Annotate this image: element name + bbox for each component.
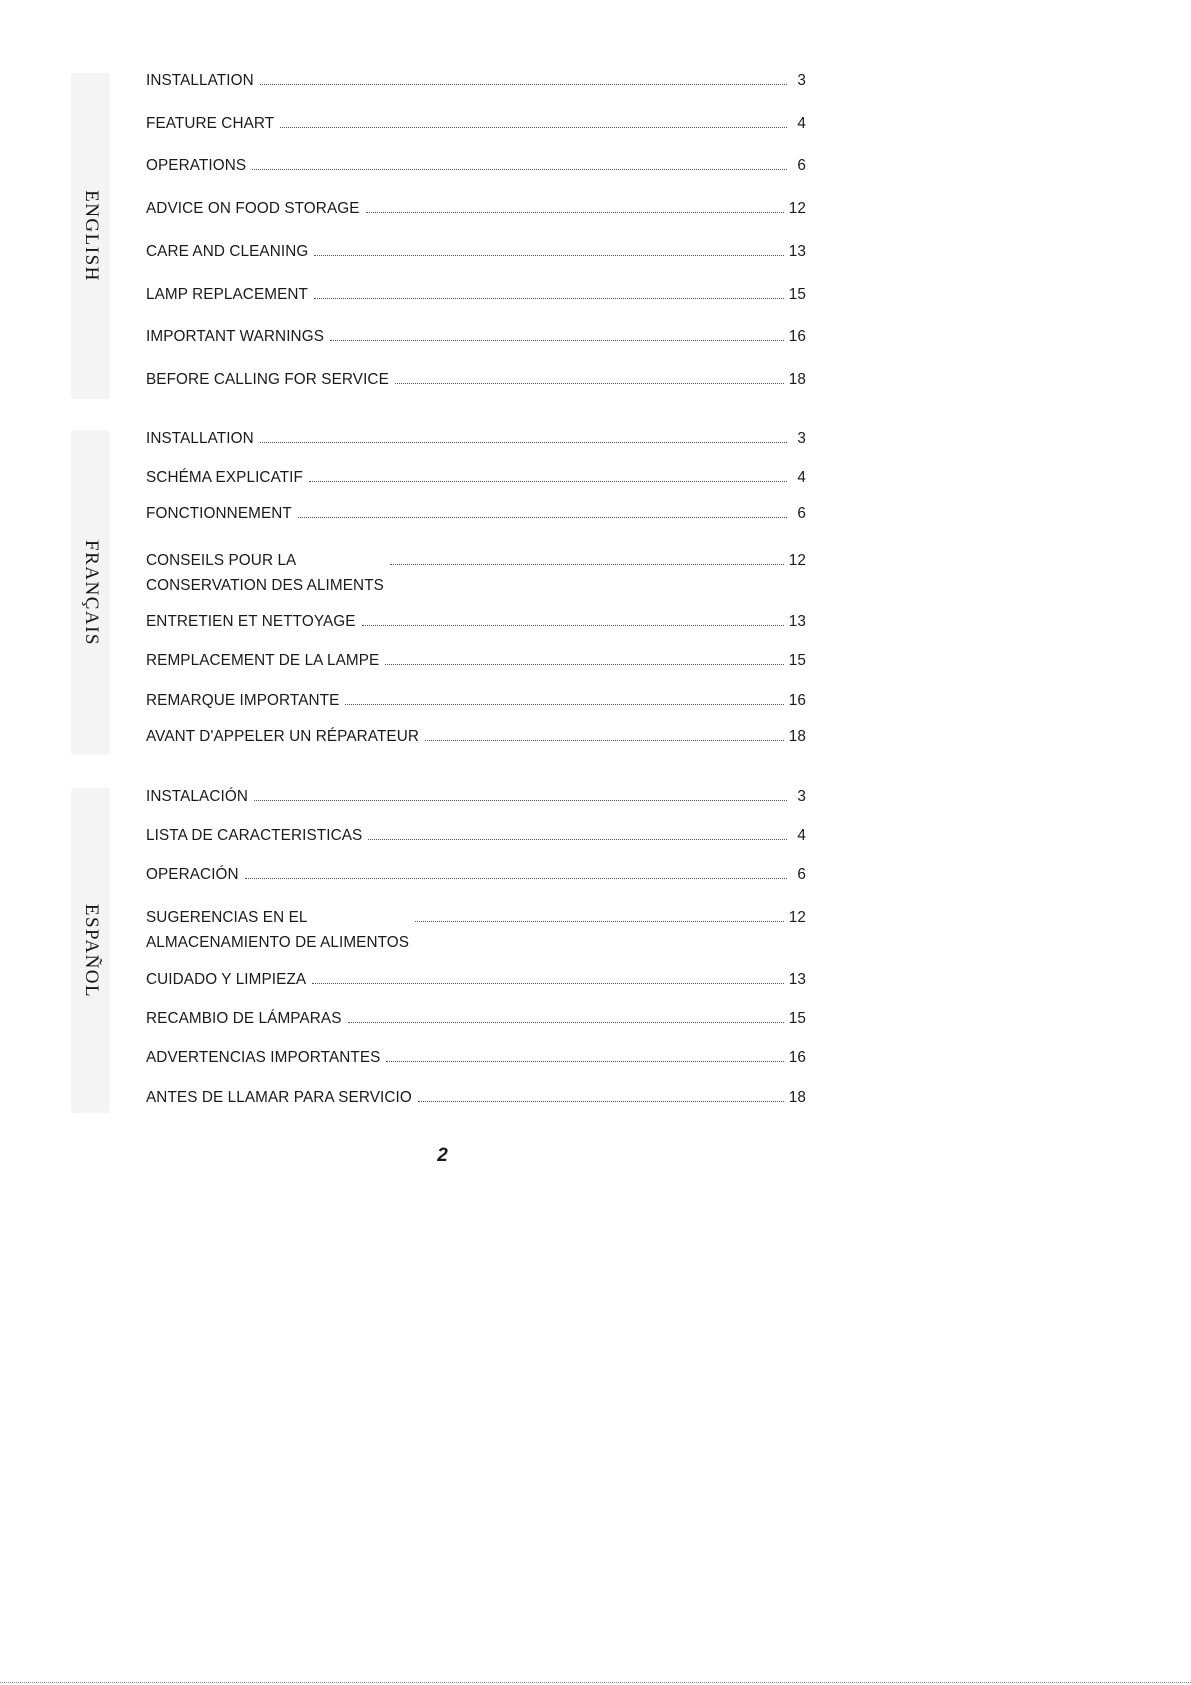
dot-leader [390, 564, 784, 565]
toc-entry-title: INSTALLATION [146, 430, 254, 447]
dot-leader [386, 1061, 783, 1062]
toc-entry-page: 12 [788, 909, 806, 926]
toc-entry-page: 18 [788, 1089, 806, 1106]
dot-leader [395, 383, 784, 384]
dot-leader [418, 1101, 784, 1102]
toc-entry-title: RECAMBIO DE LÁMPARAS [146, 1010, 342, 1027]
toc-entry-care-and-cleaning[interactable] [146, 243, 806, 261]
section-label-francais: FRANÇAIS [80, 539, 102, 646]
toc-entry-page: 18 [788, 728, 806, 745]
toc-entry-title: IMPORTANT WARNINGS [146, 328, 325, 345]
dot-leader [368, 839, 787, 840]
dot-leader [252, 169, 787, 170]
toc-entry-remplacement-lampe[interactable] [146, 652, 806, 670]
toc-entry-sugerencias-almacenamiento[interactable] [146, 905, 806, 955]
toc-entry-title: BEFORE CALLING FOR SERVICE [146, 371, 389, 388]
toc-entry-advice-on-food-storage[interactable] [146, 200, 806, 218]
section-tab-espanol [71, 788, 110, 1113]
toc-entry-title-line1: CONSEILS POUR LA [146, 552, 297, 569]
toc-entry-conseils-conservation[interactable] [146, 548, 806, 598]
toc-entry-title [146, 548, 390, 598]
dot-leader [366, 212, 784, 213]
toc-entry-schema-explicatif[interactable] [146, 469, 806, 487]
section-tab-english [71, 73, 110, 399]
toc-entry-page: 6 [797, 505, 806, 522]
toc-entry-title: FEATURE CHART [146, 115, 275, 132]
dot-leader [348, 1022, 784, 1023]
toc-entry-installation-fr[interactable] [146, 430, 806, 448]
toc-entry-title: REMARQUE IMPORTANTE [146, 692, 340, 709]
section-tab-francais [71, 430, 110, 755]
toc-entry-avant-dappeler[interactable] [146, 728, 806, 746]
dot-leader [362, 625, 784, 626]
toc-entry-title: INSTALACIÓN [146, 788, 248, 805]
toc-entry-title: FONCTIONNEMENT [146, 505, 292, 522]
toc-entry-page: 15 [788, 652, 806, 669]
dot-leader [309, 481, 787, 482]
toc-entry-important-warnings[interactable] [146, 328, 806, 346]
toc-entry-title-line2: ALMACENAMIENTO DE ALIMENTOS [146, 934, 410, 951]
toc-entry-page: 15 [788, 286, 806, 303]
section-label-english: ENGLISH [80, 190, 102, 282]
toc-entry-entretien-nettoyage[interactable] [146, 613, 806, 631]
toc-entry-page: 12 [788, 200, 806, 217]
toc-entry-page: 4 [797, 469, 806, 486]
toc-entry-title: OPERATIONS [146, 157, 247, 174]
toc-entry-title: LISTA DE CARACTERISTICAS [146, 827, 363, 844]
toc-entry-page: 16 [788, 1049, 806, 1066]
toc-entry-remarque-importante[interactable] [146, 692, 806, 710]
toc-entry-page: 6 [797, 866, 806, 883]
toc-entry-title-line2: CONSERVATION DES ALIMENTS [146, 577, 384, 594]
dot-leader [260, 84, 787, 85]
dot-leader [330, 340, 784, 341]
toc-entry-title-line1: SUGERENCIAS EN EL [146, 909, 308, 926]
page-number: 2 [437, 1145, 448, 1166]
toc-entry-operacion[interactable] [146, 866, 806, 884]
dot-leader [245, 878, 787, 879]
toc-entry-title: CUIDADO Y LIMPIEZA [146, 971, 307, 988]
toc-entry-title: REMPLACEMENT DE LA LAMPE [146, 652, 380, 669]
toc-entry-page: 3 [797, 788, 806, 805]
bottom-divider [0, 1682, 1191, 1683]
toc-entry-feature-chart[interactable] [146, 115, 806, 133]
toc-entry-page: 16 [788, 328, 806, 345]
toc-entry-advertencias-importantes[interactable] [146, 1049, 806, 1067]
toc-entry-title: OPERACIÓN [146, 866, 239, 883]
dot-leader [280, 127, 787, 128]
dot-leader [425, 740, 784, 741]
toc-entry-title [146, 905, 415, 955]
dot-leader [415, 921, 784, 922]
toc-entry-fonctionnement[interactable] [146, 505, 806, 523]
toc-entry-title: ADVICE ON FOOD STORAGE [146, 200, 360, 217]
section-label-espanol: ESPAÑOL [80, 903, 102, 998]
toc-entry-title: ENTRETIEN ET NETTOYAGE [146, 613, 356, 630]
toc-entry-title: SCHÉMA EXPLICATIF [146, 469, 303, 486]
toc-entry-cuidado-limpieza[interactable] [146, 971, 806, 989]
toc-entry-page: 16 [788, 692, 806, 709]
toc-entry-antes-de-llamar[interactable] [146, 1089, 806, 1107]
toc-entry-title: INSTALLATION [146, 72, 254, 89]
toc-entry-before-calling-for-service[interactable] [146, 371, 806, 389]
toc-entry-instalacion[interactable] [146, 788, 806, 806]
toc-entry-page: 13 [788, 971, 806, 988]
toc-entry-title: ANTES DE LLAMAR PARA SERVICIO [146, 1089, 412, 1106]
toc-entry-recambio-lamparas[interactable] [146, 1010, 806, 1028]
toc-entry-page: 15 [788, 1010, 806, 1027]
toc-entry-page: 6 [797, 157, 806, 174]
toc-entry-page: 3 [797, 72, 806, 89]
dot-leader [314, 255, 783, 256]
toc-entry-title: CARE AND CLEANING [146, 243, 309, 260]
toc-entry-page: 18 [788, 371, 806, 388]
toc-entry-installation[interactable] [146, 72, 806, 90]
dot-leader [345, 704, 783, 705]
dot-leader [260, 442, 787, 443]
toc-entry-page: 3 [797, 430, 806, 447]
dot-leader [314, 298, 784, 299]
dot-leader [298, 517, 787, 518]
toc-entry-title: AVANT D'APPELER UN RÉPARATEUR [146, 728, 420, 745]
toc-entry-lamp-replacement[interactable] [146, 286, 806, 304]
toc-entry-operations[interactable] [146, 157, 806, 175]
dot-leader [254, 800, 787, 801]
dot-leader [385, 664, 783, 665]
toc-entry-title: ADVERTENCIAS IMPORTANTES [146, 1049, 381, 1066]
dot-leader [312, 983, 784, 984]
toc-entry-page: 4 [797, 827, 806, 844]
toc-entry-page: 13 [788, 243, 806, 260]
toc-entry-title: LAMP REPLACEMENT [146, 286, 308, 303]
toc-entry-page: 12 [788, 552, 806, 569]
toc-entry-page: 4 [797, 115, 806, 132]
toc-entry-page: 13 [788, 613, 806, 630]
toc-entry-lista-caracteristicas[interactable] [146, 827, 806, 845]
